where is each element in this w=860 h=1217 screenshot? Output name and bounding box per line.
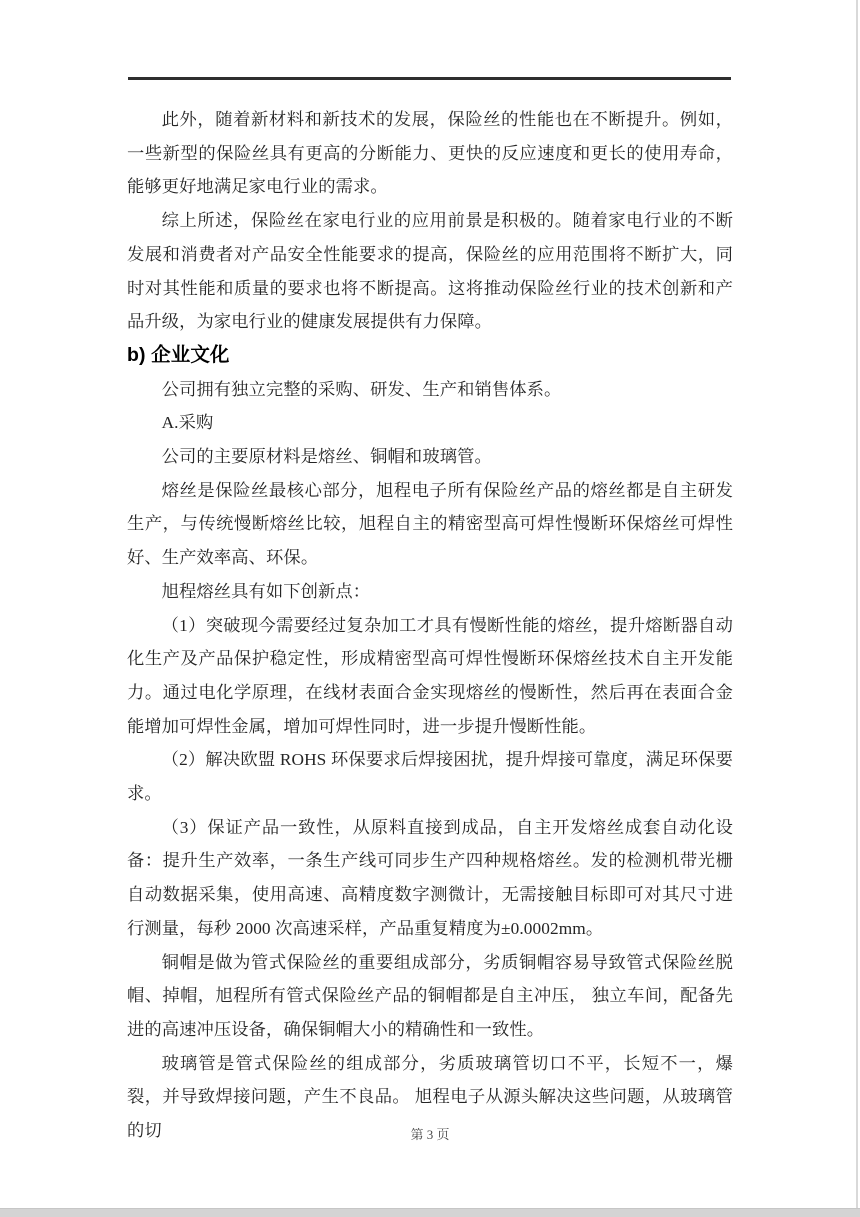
paragraph: 公司拥有独立完整的采购、研发、生产和销售体系。 xyxy=(161,379,562,399)
paragraph: （2）解决欧盟 ROHS 环保要求后焊接困扰，提升焊接可靠度，满足环保要求。 xyxy=(127,750,733,804)
paragraph: 旭程熔丝具有如下创新点： xyxy=(161,581,371,601)
page-edge-right xyxy=(856,0,858,1217)
page-number: 第 3 页 xyxy=(410,1127,450,1142)
section-heading: b) 企业文化 xyxy=(127,343,230,366)
paragraph: （1）突破现今需要经过复杂加工才具有慢断性能的熔丝，提升熔断器自动化生产及产品保护稳定性，形成精密型高可焊性慢断环保熔丝技术自主开发能力。通过电化学原理，在线材表面合金实现熔丝的慢断性，然后再在表面合金能增加可焊性金属，增加可焊性同时，进一步提升慢断性能。 xyxy=(127,615,733,736)
paragraph: A.采购 xyxy=(161,413,214,433)
paragraph: 此外，随着新材料和新技术的发展，保险丝的性能也在不断提升。例如，一些新型的保险丝具有更高的分断能力、更快的反应速度和更长的使用寿命，能够更好地满足家电行业的需求。 xyxy=(127,110,733,197)
text-content xyxy=(127,103,733,1148)
paragraph: 熔丝是保险丝最核心部分，旭程电子所有保险丝产品的熔丝都是自主研发生产，与传统慢断熔丝比较，旭程自主的精密型高可焊性慢断环保熔丝可焊性好、生产效率高、环保。 xyxy=(127,480,733,568)
paragraph: 公司的主要原材料是熔丝、铜帽和玻璃管。 xyxy=(161,447,492,467)
page-edge-bottom xyxy=(0,1208,860,1217)
paragraph: （3）保证产品一致性，从原料直接到成品，自主开发熔丝成套自动化设备：提升生产效率，一条生产线可同步生产四种规格熔丝。发的检测机带光栅自动数据采集，使用高速、高精度数字测微计，无需接触目标即可对其尺寸进行测量，每秒 2000 次高速采样，产品重复精度为±0.0002mm。 xyxy=(127,817,733,938)
paragraph: 玻璃管是管式保险丝的组成部分，劣质玻璃管切口不平，长短不一，爆裂，并导致焊接问题，产生不良品。 旭程电子从源头解决这些问题，从玻璃管的切 xyxy=(127,1053,733,1141)
paragraph: 铜帽是做为管式保险丝的重要组成部分，劣质铜帽容易导致管式保险丝脱帽、掉帽，旭程所有管式保险丝产品的铜帽都是自主冲压， 独立车间，配备先进的高速冲压设备，确保铜帽大小的精确性和一致性。 xyxy=(127,952,733,1039)
paragraph: 综上所述，保险丝在家电行业的应用前景是积极的。随着家电行业的不断发展和消费者对产品安全性能要求的提高，保险丝的应用范围将不断扩大，同时对其性能和质量的要求也将不断提高。这将推动保险丝行业的技术创新和产品升级，为家电行业的健康发展提供有力保障。 xyxy=(127,211,733,332)
header-rule xyxy=(128,77,731,80)
